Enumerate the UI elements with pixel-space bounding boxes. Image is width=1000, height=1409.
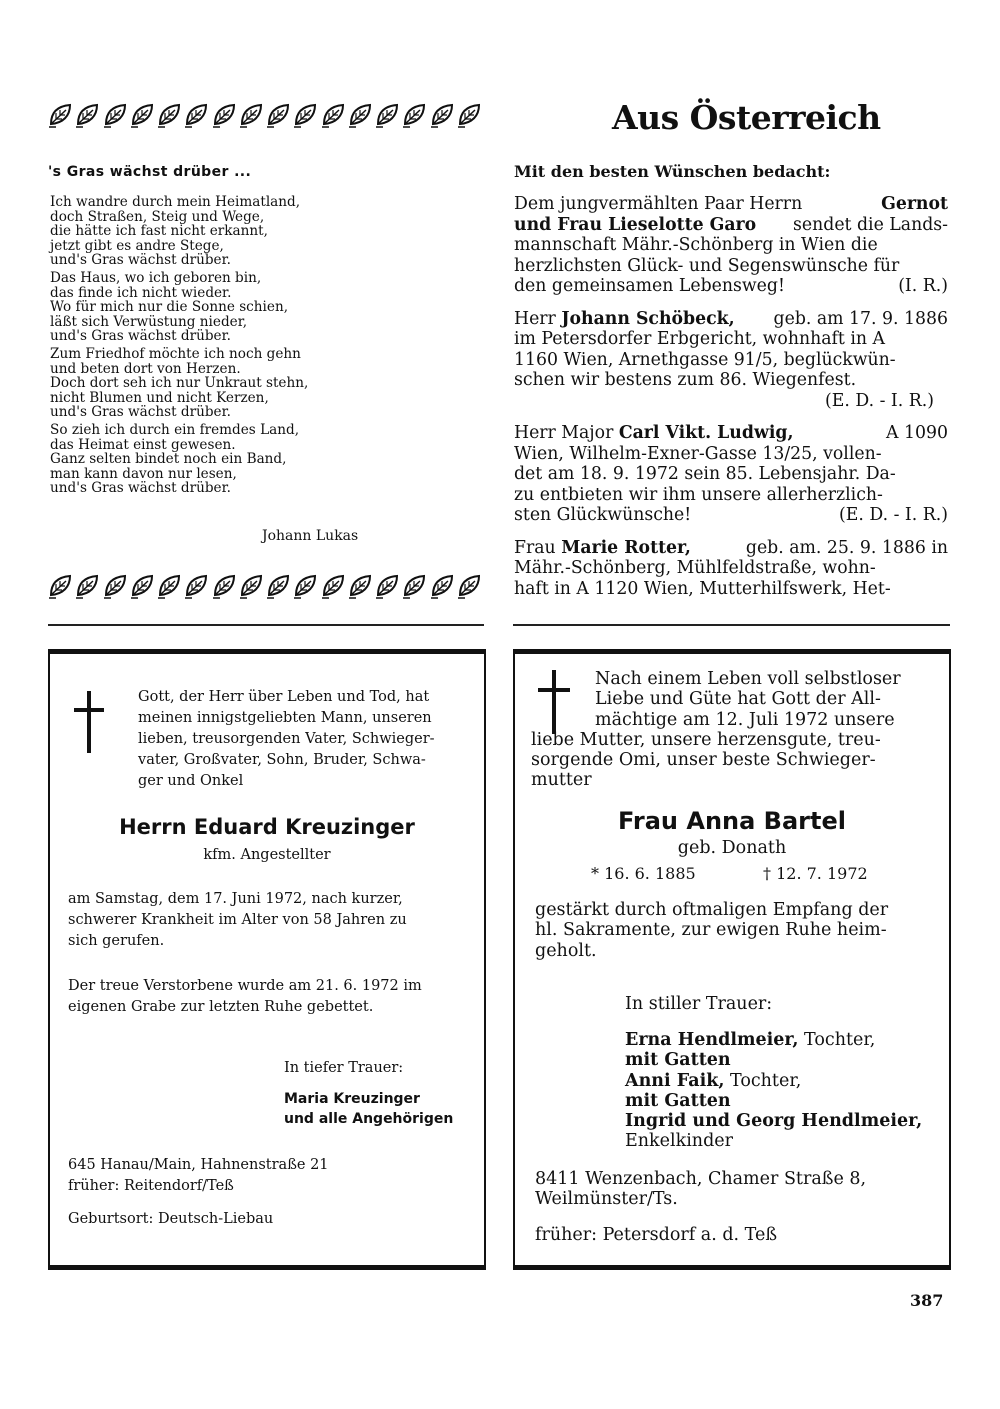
mourner-name: Ingrid und Georg Hendlmeier, <box>625 1111 923 1132</box>
leaf-ornament-icon <box>48 102 74 128</box>
news-initials: (E. D. - I. R.) <box>825 390 934 411</box>
poem-stanza <box>50 195 390 268</box>
ornament-border-top <box>48 94 483 136</box>
deceased-name: Herrn Eduard Kreuzinger <box>119 815 415 839</box>
leaf-ornament-icon <box>321 102 347 128</box>
news-text: A 1090 <box>886 423 948 443</box>
person-name: Gernot <box>881 194 948 214</box>
poem-line: Zum Friedhof möchte ich noch gehn <box>50 345 301 362</box>
poem-line: und's Gras wächst drüber. <box>50 252 231 269</box>
news-text: 1160 Wien, Arnethgasse 91/5, beglückwün- <box>514 349 896 370</box>
birthplace: Geburtsort: Deutsch-Liebau <box>68 1211 274 1227</box>
leaf-ornament-icon <box>239 573 265 599</box>
text-line: liebe Mutter, unsere herzensgute, treu- <box>531 729 881 750</box>
poem-line: Das Haus, wo ich geboren bin, <box>50 269 262 286</box>
leaf-ornament-icon <box>293 102 319 128</box>
poem-line: man kann davon nur lesen, <box>50 465 237 482</box>
mourning-label: In tiefer Trauer: <box>284 1060 404 1076</box>
divider-rule <box>48 624 484 626</box>
text-line: sich gerufen. <box>68 933 165 949</box>
text-line: ger und Onkel <box>138 773 244 789</box>
poem-line: läßt sich Verwüstung nieder, <box>50 313 248 330</box>
section-heading: Aus Österreich <box>612 98 881 137</box>
leaf-ornament-icon <box>239 102 265 128</box>
divider-rule <box>513 624 950 626</box>
leaf-ornament-icon <box>103 573 129 599</box>
news-text: sten Glückwünsche! <box>514 505 692 525</box>
mourner-name: Erna Hendlmeier, <box>625 1030 799 1050</box>
poem-author: Johann Lukas <box>262 528 359 544</box>
mourner-name: und alle Angehörigen <box>284 1111 454 1127</box>
box-border-top <box>513 649 951 654</box>
mourner-name: Anni Faik, <box>625 1070 725 1091</box>
sacrament-notice <box>535 900 937 961</box>
mourner-role: Tochter, <box>804 1030 876 1050</box>
former-residence: früher: Petersdorf a. d. Teß <box>535 1225 778 1245</box>
news-initials: (E. D. - I. R.) <box>839 505 948 525</box>
news-text: zu entbieten wir ihm unsere allerherzlich- <box>514 484 883 505</box>
news-text: mannschaft Mähr.-Schönberg in Wien die <box>514 235 878 255</box>
leaf-ornament-icon <box>75 573 101 599</box>
leaf-ornament-icon <box>157 573 183 599</box>
news-initials: (I. R.) <box>898 276 948 296</box>
text-line: schwerer Krankheit im Alter von 58 Jahren zu <box>68 912 407 928</box>
text-line: mutter <box>531 770 592 791</box>
obituary-intro <box>138 687 470 792</box>
cross-icon <box>74 691 104 753</box>
news-text: Dem jungvermählten Paar Herrn <box>514 194 803 214</box>
poem-line: und beten dort von Herzen. <box>50 360 241 377</box>
text-line: 645 Hanau/Main, Hahnenstraße 21 <box>68 1157 329 1173</box>
person-name: Marie Rotter, <box>561 537 691 558</box>
text-line: hl. Sakramente, zur ewigen Ruhe heim- <box>535 920 887 941</box>
birth-date: * 16. 6. 1885 <box>591 864 696 883</box>
leaf-ornament-icon <box>402 573 428 599</box>
mourner-role: Enkelkinder <box>625 1131 733 1152</box>
poem-line: die hätte ich fast nicht erkannt, <box>50 223 268 240</box>
poem-stanza <box>50 423 390 496</box>
text-line: Weilmünster/Ts. <box>535 1189 678 1210</box>
leaf-ornament-icon <box>184 102 210 128</box>
poem-body <box>50 195 390 499</box>
text-line: meinen innigstgeliebten Mann, unseren <box>138 710 432 726</box>
text-line: 8411 Wenzenbach, Chamer Straße 8, <box>535 1169 867 1189</box>
leaf-ornament-icon <box>212 102 238 128</box>
person-name: Johann Schöbeck, <box>561 308 735 329</box>
poem-line: und's Gras wächst drüber. <box>50 328 231 345</box>
poem-line: das finde ich nicht wieder. <box>50 284 232 301</box>
news-text: haft in A 1120 Wien, Mutterhilfswerk, Het- <box>514 578 891 599</box>
mourner-name: Maria Kreuzinger <box>284 1091 420 1107</box>
leaf-ornament-icon <box>130 573 156 599</box>
text-line: früher: Reitendorf/Teß <box>68 1178 234 1194</box>
news-item <box>514 538 948 600</box>
mourning-label: In stiller Trauer: <box>625 994 773 1014</box>
obituary-intro <box>531 669 937 791</box>
person-name: Carl Vikt. Ludwig, <box>618 423 794 443</box>
leaf-ornament-icon <box>184 573 210 599</box>
news-text: Herr <box>514 308 556 329</box>
mourner-role: Tochter, <box>730 1070 802 1091</box>
text-line: lieben, treusorgenden Vater, Schwieger- <box>138 731 435 747</box>
leaf-ornament-icon <box>103 102 129 128</box>
mourner-line <box>625 1071 922 1091</box>
mourner-line <box>625 1030 922 1050</box>
maiden-name: geb. Donath <box>677 838 787 858</box>
mourner-line <box>625 1050 922 1070</box>
poem-line: und's Gras wächst drüber. <box>50 480 231 497</box>
mourner-name: mit Gatten <box>625 1050 731 1071</box>
ornament-border-bottom <box>48 565 483 607</box>
text-line: gestärkt durch oftmaligen Empfang der <box>535 900 889 920</box>
burial-notice <box>68 976 470 1018</box>
news-text: det am 18. 9. 1972 sein 85. Lebensjahr. Da- <box>514 464 896 484</box>
poem-line: Ganz selten bindet noch ein Band, <box>50 451 287 468</box>
leaf-ornament-icon <box>48 573 74 599</box>
mourners <box>625 1030 922 1152</box>
news-title: Mit den besten Wünschen bedacht: <box>514 162 831 181</box>
leaf-ornament-icon <box>430 102 456 128</box>
news-text: den gemeinsamen Lebensweg! <box>514 276 785 296</box>
page-number: 387 <box>910 1291 944 1310</box>
text-line: mächtige am 12. Juli 1972 unsere <box>595 709 895 730</box>
poem-line: doch Straßen, Steig und Wege, <box>50 208 265 225</box>
mourner-line <box>625 1111 922 1131</box>
leaf-ornament-icon <box>430 573 456 599</box>
text-line: Der treue Verstorbene wurde am 21. 6. 1972 im <box>68 978 422 994</box>
news-text: sendet die Lands- <box>793 214 948 235</box>
news-text: Mähr.-Schönberg, Mühlfeldstraße, wohn- <box>514 558 876 578</box>
news-item <box>514 194 948 297</box>
text-line: Liebe und Güte hat Gott der All- <box>595 689 881 710</box>
leaf-ornament-icon <box>375 573 401 599</box>
news-item <box>514 309 948 412</box>
news-text: Wien, Wilhelm-Exner-Gasse 13/25, vollen- <box>514 443 882 464</box>
news-body <box>514 194 948 611</box>
leaf-ornament-icon <box>457 102 483 128</box>
mourner-line <box>625 1091 922 1111</box>
address <box>535 1169 866 1210</box>
news-text: im Petersdorfer Erbgericht, wohnhaft in A <box>514 329 885 349</box>
leaf-ornament-icon <box>457 573 483 599</box>
text-line: geholt. <box>535 940 597 961</box>
text-line: am Samstag, dem 17. Juni 1972, nach kurzer, <box>68 891 403 907</box>
news-item <box>514 423 948 526</box>
mourners <box>284 1089 453 1129</box>
leaf-ornament-icon <box>293 573 319 599</box>
leaf-ornament-icon <box>321 573 347 599</box>
leaf-ornament-icon <box>266 573 292 599</box>
news-text: Herr Major <box>514 423 614 443</box>
poem-line: das Heimat einst gewesen. <box>50 436 236 453</box>
news-text: geb. am. 25. 9. 1886 in <box>745 537 948 558</box>
news-text: herzlichsten Glück- und Segenswünsche für <box>514 255 900 276</box>
mourner-line <box>625 1131 922 1151</box>
leaf-ornament-icon <box>348 573 374 599</box>
poem-line: nicht Blumen und nicht Kerzen, <box>50 389 269 406</box>
leaf-ornament-icon <box>212 573 238 599</box>
text-line: sorgende Omi, unser beste Schwieger- <box>531 750 876 771</box>
leaf-ornament-icon <box>375 102 401 128</box>
text-line: eigenen Grabe zur letzten Ruhe gebettet. <box>68 999 374 1015</box>
obituary-box-kreuzinger <box>48 649 486 1270</box>
text-line: vater, Großvater, Sohn, Bruder, Schwa- <box>138 752 426 768</box>
deceased-name: Frau Anna Bartel <box>618 807 846 835</box>
news-text: schen wir bestens zum 86. Wiegenfest. <box>514 370 857 390</box>
mourner-name: mit Gatten <box>625 1090 731 1111</box>
box-border-bottom <box>48 1265 486 1270</box>
death-date: † 12. 7. 1972 <box>763 864 868 883</box>
box-border-bottom <box>513 1265 951 1270</box>
poem-line: und's Gras wächst drüber. <box>50 404 231 421</box>
death-notice <box>68 889 470 952</box>
poem-stanza <box>50 271 390 344</box>
news-text: Frau <box>514 537 556 558</box>
poem-line: jetzt gibt es andre Stege, <box>50 237 224 254</box>
leaf-ornament-icon <box>348 102 374 128</box>
person-name: und Frau Lieselotte Garo <box>514 214 757 235</box>
leaf-ornament-icon <box>75 102 101 128</box>
leaf-ornament-icon <box>266 102 292 128</box>
leaf-ornament-icon <box>157 102 183 128</box>
obituary-box-bartel <box>513 649 951 1270</box>
poem-line: Ich wandre durch mein Heimatland, <box>50 194 301 210</box>
text-line: Gott, der Herr über Leben und Tod, hat <box>138 689 430 705</box>
poem-stanza <box>50 347 390 420</box>
text-line: Nach einem Leben voll selbstloser <box>595 669 901 689</box>
box-border-top <box>48 649 486 654</box>
deceased-occupation: kfm. Angestellter <box>203 847 331 863</box>
news-text: geb. am 17. 9. 1886 <box>773 308 948 329</box>
leaf-ornament-icon <box>402 102 428 128</box>
address <box>68 1155 329 1197</box>
leaf-ornament-icon <box>130 102 156 128</box>
poem-line: Wo für mich nur die Sonne schien, <box>50 299 289 316</box>
poem-title: 's Gras wächst drüber ... <box>48 164 252 180</box>
poem-line: Doch dort seh ich nur Unkraut stehn, <box>50 375 309 392</box>
poem-line: So zieh ich durch ein fremdes Land, <box>50 421 300 438</box>
